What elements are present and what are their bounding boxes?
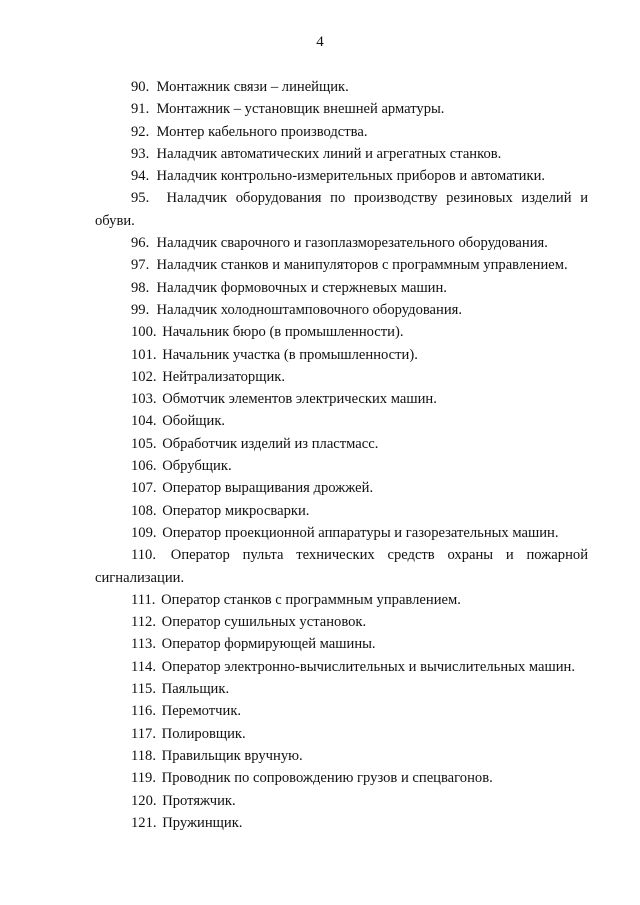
item-text: Монтажник – установщик внешней арматуры. <box>156 101 445 118</box>
list-item <box>95 656 588 678</box>
item-text: Начальник участка (в промышленности). <box>162 346 418 363</box>
item-number: 105. <box>131 435 157 452</box>
item-number: 110. <box>131 547 156 564</box>
list-item <box>95 165 588 187</box>
item-number: 118. <box>131 747 156 764</box>
item-number: 99. <box>131 301 150 318</box>
item-number: 109. <box>131 524 157 541</box>
item-number: 117. <box>131 725 156 742</box>
item-number: 108. <box>131 502 157 519</box>
list-item <box>95 678 588 700</box>
item-text: Начальник бюро (в промышленности). <box>162 324 404 341</box>
list-item <box>95 723 588 745</box>
item-text: Оператор пульта технических средств охраны и пожарной сигнализации. <box>95 547 588 586</box>
list-item <box>95 299 588 321</box>
list-item <box>95 388 588 410</box>
list-item <box>95 544 588 589</box>
item-text: Паяльщик. <box>161 681 230 698</box>
item-number: 116. <box>131 703 156 720</box>
item-text: Оператор микросварки. <box>162 502 310 519</box>
item-text: Пружинщик. <box>162 814 243 831</box>
occupation-list <box>95 76 588 834</box>
item-number: 98. <box>131 279 150 296</box>
item-text: Нейтрализаторщик. <box>162 368 286 385</box>
item-number: 115. <box>131 681 156 698</box>
item-number: 112. <box>131 614 156 631</box>
list-item <box>95 633 588 655</box>
item-text: Наладчик формовочных и стержневых машин. <box>156 279 447 296</box>
item-text: Обработчик изделий из пластмасс. <box>162 435 379 452</box>
item-number: 100. <box>131 324 157 341</box>
item-text: Оператор сушильных установок. <box>161 614 367 631</box>
item-text: Перемотчик. <box>161 703 242 720</box>
list-item <box>95 76 588 98</box>
item-number: 101. <box>131 346 157 363</box>
list-item <box>95 745 588 767</box>
item-number: 95. <box>131 190 150 207</box>
item-text: Обмотчик элементов электрических машин. <box>162 391 437 408</box>
list-item <box>95 611 588 633</box>
list-item <box>95 344 588 366</box>
item-number: 120. <box>131 792 157 809</box>
item-text: Монтажник связи – линейщик. <box>156 79 349 95</box>
item-text: Наладчик холодноштамповочного оборудования. <box>156 301 463 318</box>
item-number: 121. <box>131 814 157 831</box>
list-item <box>95 433 588 455</box>
item-number: 107. <box>131 480 157 497</box>
list-item <box>95 143 588 165</box>
list-item <box>95 321 588 343</box>
item-number: 94. <box>131 168 150 185</box>
item-number: 92. <box>131 123 150 140</box>
item-text: Правильщик вручную. <box>161 747 303 764</box>
item-text: Оператор проекционной аппаратуры и газорезательных машин. <box>162 524 559 541</box>
list-item <box>95 455 588 477</box>
item-text: Обойщик. <box>162 413 226 430</box>
list-item <box>95 366 588 388</box>
item-text: Протяжчик. <box>162 792 236 809</box>
list-item <box>95 277 588 299</box>
item-text: Оператор выращивания дрожжей. <box>162 480 374 497</box>
list-item <box>95 410 588 432</box>
list-item <box>95 187 588 232</box>
item-number: 90. <box>131 79 150 95</box>
item-text: Наладчик контрольно-измерительных приборов и автоматики. <box>156 168 546 185</box>
list-item <box>95 477 588 499</box>
page-number: 4 <box>316 34 324 50</box>
item-number: 113. <box>131 636 156 653</box>
item-text: Оператор станков с программным управлением. <box>161 591 461 608</box>
list-item <box>95 254 588 276</box>
item-number: 97. <box>131 257 150 274</box>
list-item <box>95 500 588 522</box>
item-text: Наладчик сварочного и газоплазморезательного оборудования. <box>156 235 548 252</box>
item-number: 106. <box>131 458 157 475</box>
item-number: 91. <box>131 101 150 118</box>
item-number: 102. <box>131 368 157 385</box>
item-number: 114. <box>131 658 156 675</box>
item-text: Наладчик оборудования по производству резиновых изделий и обуви. <box>95 190 589 229</box>
item-text: Монтер кабельного производства. <box>156 123 368 140</box>
item-text: Наладчик станков и манипуляторов с программным управлением. <box>156 257 568 274</box>
item-number: 103. <box>131 391 157 408</box>
item-text: Полировщик. <box>161 725 246 742</box>
item-number: 111. <box>131 591 156 608</box>
item-text: Проводник по сопровождению грузов и спецвагонов. <box>161 770 493 787</box>
item-text: Наладчик автоматических линий и агрегатных станков. <box>156 145 502 162</box>
item-number: 104. <box>131 413 157 430</box>
item-text: Оператор формирующей машины. <box>161 636 376 653</box>
item-text: Обрубщик. <box>162 458 232 475</box>
list-item <box>95 700 588 722</box>
item-number: 96. <box>131 235 150 252</box>
list-item <box>95 767 588 789</box>
list-item <box>95 812 588 834</box>
list-item <box>95 790 588 812</box>
item-text: Оператор электронно-вычислительных и вычислительных машин. <box>161 658 576 675</box>
list-item <box>95 98 588 120</box>
list-item <box>95 121 588 143</box>
item-number: 119. <box>131 770 156 787</box>
list-item <box>95 232 588 254</box>
list-item <box>95 522 588 544</box>
list-item <box>95 589 588 611</box>
item-number: 93. <box>131 145 150 162</box>
